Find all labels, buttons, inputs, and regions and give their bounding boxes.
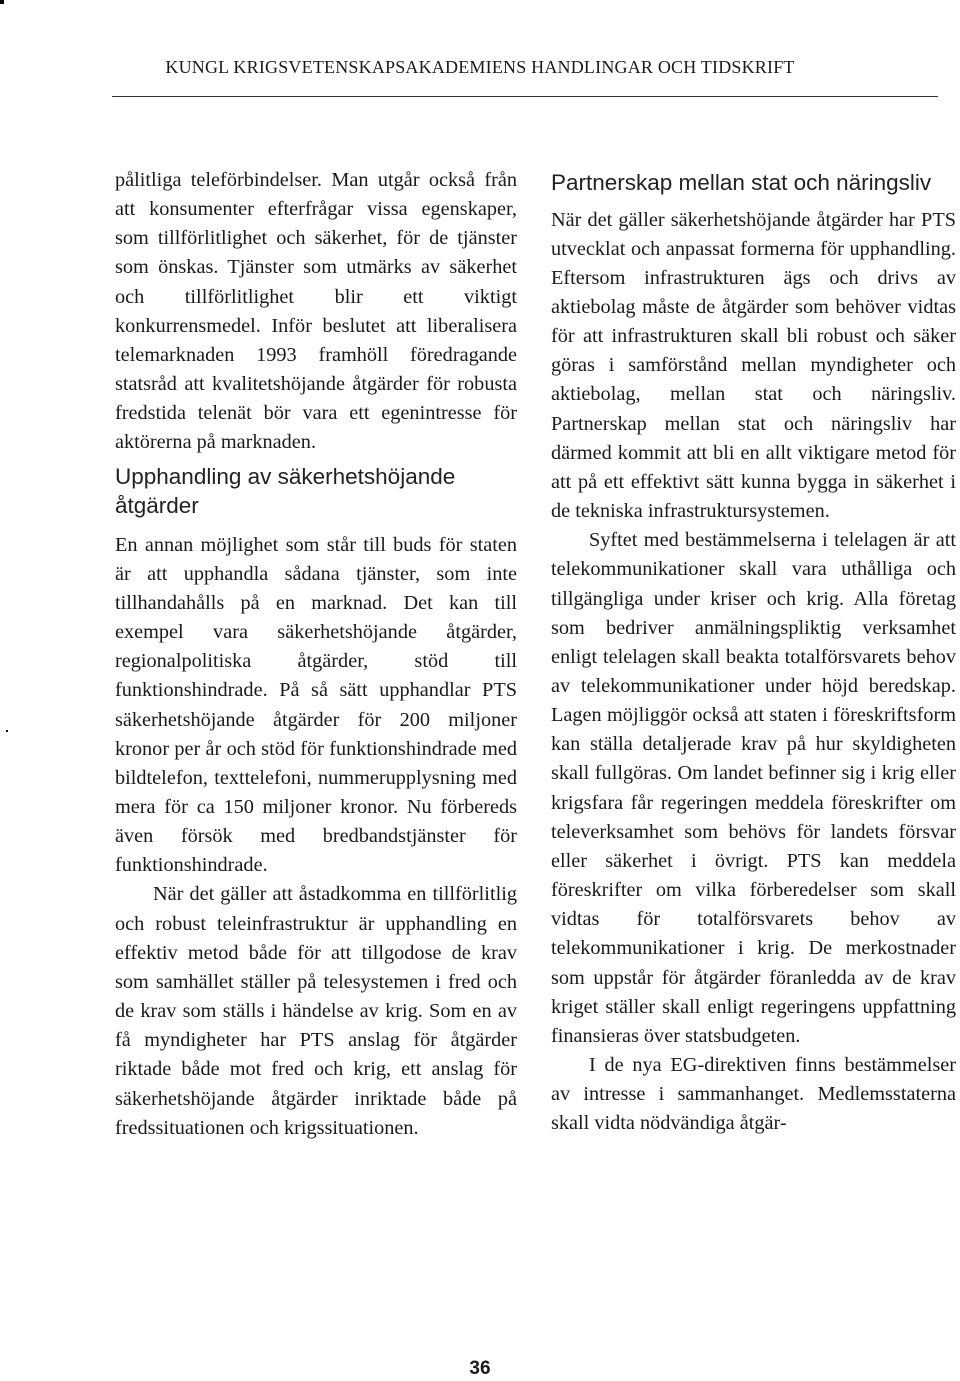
section-heading: Upphandling av säkerhetshöjande åtgärder xyxy=(115,463,456,519)
paragraph: När det gäller säkerhetshöjande åtgärder har PTS utvecklat och anpassat formerna för upphandling. Eftersom infrastrukturen ägs och drivs av aktiebolag måste de åtgärder som behöver vidtas för att infrastrukturen skall bli robust och säker göras i samförstånd mellan myndigheter och aktiebolag, mellan stat och näringsliv. Partnerskap mellan stat och näringsliv har därmed kommit att bli en allt viktigare metod för att på ett effektivt sätt kunna bygga in säkerhet i de tekniska infrastruktursystemen. xyxy=(551,208,956,523)
paragraph: En annan möjlighet som står till buds för staten är att upphandla sådana tjänster, som inte tillhandahålls på en marknad. Det kan till exempel vara säkerhetshöjande åtgärder, regionalpolitiska åtgärder, stöd till funktionshindrade. På så sätt upphandlar PTS säkerhetshöjande åtgärder för 200 miljoner kronor per år och stöd för funktionshindrade med bildtelefon, texttelefoni, nummerupplysning med mera för ca 150 miljoner kronor. Nu förbereds även försök med bredbandstjänster för funktionshindrade. xyxy=(115,533,517,877)
scan-edge-mark xyxy=(6,730,8,732)
scan-edge-mark xyxy=(0,0,4,4)
page-number: 36 xyxy=(469,1358,491,1379)
header-rule xyxy=(112,96,938,97)
paragraph: I de nya EG-direktiven finns bestämmelser av intresse i sammanhanget. Medlemsstaterna skall vidta nödvändiga åtgär- xyxy=(551,1054,956,1135)
paragraph: pålitliga teleförbindelser. Man utgår också från att konsumenter efterfrågar vissa egenskaper, som tillförlitlighet och säkerhet, för de tjänster som önskas. Tjänster som utmärks av säkerhet och tillförlitlighet blir ett viktigt konkurrensmedel. Inför beslutet att liberalisera telemarknaden 1993 framhöll föredragande statsråd att kvalitetshöjande åtgärder för robusta fredstida telenät bör vara ett egenintresse för aktörerna på marknaden. xyxy=(115,169,517,454)
right-column xyxy=(551,168,956,1139)
left-column xyxy=(115,166,517,1143)
running-header: KUNGL KRIGSVETENSKAPSAKADEMIENS HANDLINGAR OCH TIDSKRIFT xyxy=(165,57,795,77)
paragraph: När det gäller att åstadkomma en tillförlitlig och robust teleinfrastruktur är upphandling en effektiv metod både för att tillgodose de krav som samhället ställer på telesystemen i fred och de krav som ställs i händelse av krig. Som en av få myndigheter har PTS anslag för åtgärder riktade både mot fred och krig, ett anslag för säkerhetshöjande åtgärder inriktade både på fredssituationen och krigssituationen. xyxy=(115,883,517,1139)
paragraph: Syftet med bestämmelserna i telelagen är att telekommunikationer skall vara uthålliga och tillgängliga under kriser och krig. Alla företag som bedriver anmälningspliktig verksamhet enligt telelagen skall beakta totalförsvarets behov av telekommunikationer under höjd beredskap. Lagen möjliggör också att staten i föreskriftsform kan ställa detaljerade krav på hur skyldigheten skall fullgöras. Om landet befinner sig i krig eller krigsfara får regeringen meddela föreskrifter om televerksamhet som behövs för landets försvar eller säkerhet i övrigt. PTS kan meddela föreskrifter om vilka förberedelser som skall vidtas för totalförsvarets behov av telekommunikationer i krig. De merkostnader som uppstår för åtgärder föranledda av de krav kriget ställer skall enligt regeringens uppfattning finansieras över statsbudgeten. xyxy=(551,529,956,1047)
section-heading: Partnerskap mellan stat och näringsliv xyxy=(551,170,932,195)
